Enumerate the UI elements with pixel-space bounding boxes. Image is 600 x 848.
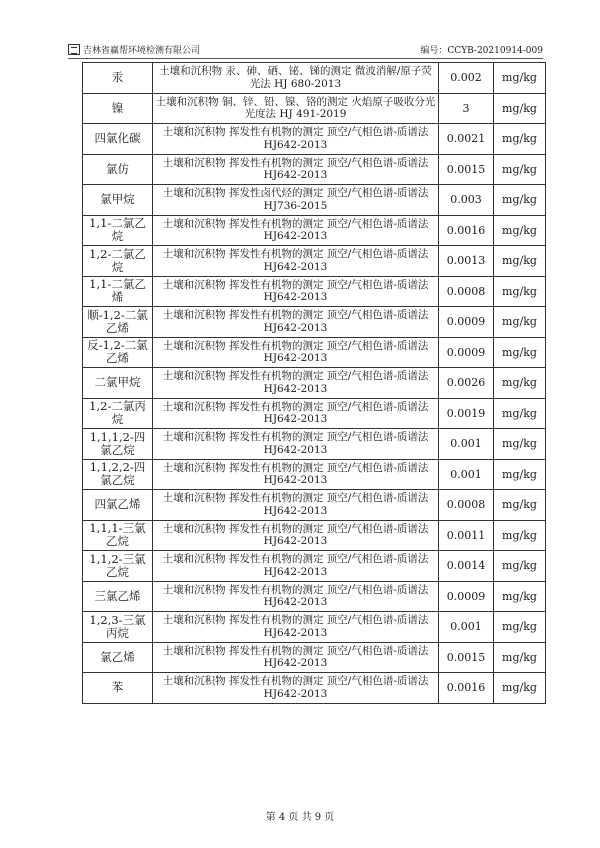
detection-limits-table	[82, 62, 546, 704]
table-row	[83, 490, 546, 521]
method-standard: 土壤和沉积物 挥发性卤代烃的测定 顶空/气相色谱-质谱法 HJ736-2015	[153, 185, 439, 216]
page-footer: 第 4 页 共 9 页	[265, 812, 335, 823]
analyte-name: 四氯化碳	[83, 124, 153, 155]
method-standard: 土壤和沉积物 挥发性有机物的测定 顶空/气相色谱-质谱法 HJ642-2013	[153, 490, 439, 521]
analyte-name: 1,2-二氯丙烷	[83, 398, 153, 429]
analyte-name: 1,1-二氯乙烷	[83, 215, 153, 246]
analyte-name: 顺-1,2-二氯乙烯	[83, 307, 153, 338]
table-row	[83, 124, 546, 155]
unit: mg/kg	[494, 673, 546, 704]
table-row	[83, 215, 546, 246]
page-header	[68, 40, 543, 58]
header-divider	[68, 58, 543, 59]
company-name: 吉林省赢帮环境检测有限公司	[83, 45, 201, 56]
detection-limit: 0.002	[439, 63, 494, 94]
table-row	[83, 459, 546, 490]
analyte-name: 镍	[83, 93, 153, 124]
method-standard: 土壤和沉积物 挥发性有机物的测定 顶空/气相色谱-质谱法 HJ642-2013	[153, 429, 439, 460]
table-row	[83, 398, 546, 429]
table-row	[83, 93, 546, 124]
company-block	[68, 43, 200, 56]
unit: mg/kg	[494, 215, 546, 246]
method-standard: 土壤和沉积物 挥发性有机物的测定 顶空/气相色谱-质谱法 HJ642-2013	[153, 307, 439, 338]
table-row	[83, 154, 546, 185]
detection-limit: 3	[439, 93, 494, 124]
table-row	[83, 337, 546, 368]
table-row	[83, 246, 546, 277]
method-standard: 土壤和沉积物 挥发性有机物的测定 顶空/气相色谱-质谱法 HJ642-2013	[153, 520, 439, 551]
detection-limit: 0.001	[439, 429, 494, 460]
unit: mg/kg	[494, 154, 546, 185]
method-standard: 土壤和沉积物 挥发性有机物的测定 顶空/气相色谱-质谱法 HJ642-2013	[153, 398, 439, 429]
unit: mg/kg	[494, 63, 546, 94]
table-row	[83, 673, 546, 704]
detection-limit: 0.001	[439, 612, 494, 643]
table-row	[83, 307, 546, 338]
analyte-name: 1,2-二氯乙烷	[83, 246, 153, 277]
unit: mg/kg	[494, 581, 546, 612]
table-row	[83, 642, 546, 673]
table-row	[83, 612, 546, 643]
unit: mg/kg	[494, 93, 546, 124]
analyte-name: 四氯乙烯	[83, 490, 153, 521]
analyte-name: 1,1-二氯乙烯	[83, 276, 153, 307]
doc-no-label: 编号：	[420, 45, 448, 56]
method-standard: 土壤和沉积物 挥发性有机物的测定 顶空/气相色谱-质谱法 HJ642-2013	[153, 337, 439, 368]
detection-limit: 0.0015	[439, 642, 494, 673]
detection-limit: 0.003	[439, 185, 494, 216]
analyte-name: 1,1,2,2-四氯乙烷	[83, 459, 153, 490]
detection-limit: 0.001	[439, 459, 494, 490]
unit: mg/kg	[494, 246, 546, 277]
detection-limit: 0.0009	[439, 581, 494, 612]
method-standard: 土壤和沉积物 挥发性有机物的测定 顶空/气相色谱-质谱法 HJ642-2013	[153, 215, 439, 246]
table-row	[83, 429, 546, 460]
method-standard: 土壤和沉积物 挥发性有机物的测定 顶空/气相色谱-质谱法 HJ642-2013	[153, 154, 439, 185]
method-standard: 土壤和沉积物 挥发性有机物的测定 顶空/气相色谱-质谱法 HJ642-2013	[153, 673, 439, 704]
unit: mg/kg	[494, 490, 546, 521]
method-standard: 土壤和沉积物 挥发性有机物的测定 顶空/气相色谱-质谱法 HJ642-2013	[153, 368, 439, 399]
unit: mg/kg	[494, 429, 546, 460]
detection-limit: 0.0026	[439, 368, 494, 399]
detection-limit: 0.0016	[439, 673, 494, 704]
unit: mg/kg	[494, 124, 546, 155]
analyte-name: 1,1,2-三氯乙烷	[83, 551, 153, 582]
doc-no-value: CCYB-20210914-009	[447, 45, 543, 56]
detection-limit: 0.0016	[439, 215, 494, 246]
detection-limit: 0.0015	[439, 154, 494, 185]
detection-limit: 0.0019	[439, 398, 494, 429]
table-row	[83, 368, 546, 399]
unit: mg/kg	[494, 520, 546, 551]
unit: mg/kg	[494, 307, 546, 338]
detection-limit: 0.0013	[439, 246, 494, 277]
analyte-name: 苯	[83, 673, 153, 704]
detection-limit: 0.0008	[439, 276, 494, 307]
unit: mg/kg	[494, 337, 546, 368]
table-row	[83, 581, 546, 612]
unit: mg/kg	[494, 368, 546, 399]
analyte-name: 汞	[83, 63, 153, 94]
company-logo-icon	[68, 44, 80, 55]
method-standard: 土壤和沉积物 挥发性有机物的测定 顶空/气相色谱-质谱法 HJ642-2013	[153, 246, 439, 277]
unit: mg/kg	[494, 612, 546, 643]
analyte-name: 氯乙烯	[83, 642, 153, 673]
analyte-name: 1,1,1-三氯乙烷	[83, 520, 153, 551]
detection-limit: 0.0009	[439, 307, 494, 338]
detection-limit: 0.0021	[439, 124, 494, 155]
method-standard: 土壤和沉积物 铜、锌、铅、镍、铬的测定 火焰原子吸收分光光度法 HJ 491-2019	[153, 93, 439, 124]
method-standard: 土壤和沉积物 挥发性有机物的测定 顶空/气相色谱-质谱法 HJ642-2013	[153, 459, 439, 490]
analyte-name: 三氯乙烯	[83, 581, 153, 612]
table-body	[83, 63, 546, 704]
detection-limit: 0.0014	[439, 551, 494, 582]
analyte-name: 二氯甲烷	[83, 368, 153, 399]
analyte-name: 1,1,1,2-四氯乙烷	[83, 429, 153, 460]
unit: mg/kg	[494, 185, 546, 216]
analyte-name: 1,2,3-三氯丙烷	[83, 612, 153, 643]
table-row	[83, 551, 546, 582]
analyte-name: 氯仿	[83, 154, 153, 185]
detection-limit: 0.0008	[439, 490, 494, 521]
analyte-name: 反-1,2-二氯乙烯	[83, 337, 153, 368]
table-row	[83, 520, 546, 551]
unit: mg/kg	[494, 398, 546, 429]
table-row	[83, 185, 546, 216]
method-standard: 土壤和沉积物 挥发性有机物的测定 顶空/气相色谱-质谱法 HJ642-2013	[153, 124, 439, 155]
unit: mg/kg	[494, 276, 546, 307]
method-standard: 土壤和沉积物 挥发性有机物的测定 顶空/气相色谱-质谱法 HJ642-2013	[153, 581, 439, 612]
unit: mg/kg	[494, 459, 546, 490]
method-standard: 土壤和沉积物 汞、砷、硒、铋、锑的测定 微波消解/原子荧光法 HJ 680-2013	[153, 63, 439, 94]
analyte-name: 氯甲烷	[83, 185, 153, 216]
method-standard: 土壤和沉积物 挥发性有机物的测定 顶空/气相色谱-质谱法 HJ642-2013	[153, 276, 439, 307]
detection-limit: 0.0009	[439, 337, 494, 368]
unit: mg/kg	[494, 551, 546, 582]
document-number	[420, 43, 543, 56]
method-standard: 土壤和沉积物 挥发性有机物的测定 顶空/气相色谱-质谱法 HJ642-2013	[153, 551, 439, 582]
detection-limit: 0.0011	[439, 520, 494, 551]
table-row	[83, 276, 546, 307]
table-row	[83, 63, 546, 94]
method-standard: 土壤和沉积物 挥发性有机物的测定 顶空/气相色谱-质谱法 HJ642-2013	[153, 642, 439, 673]
unit: mg/kg	[494, 642, 546, 673]
method-standard: 土壤和沉积物 挥发性有机物的测定 顶空/气相色谱-质谱法 HJ642-2013	[153, 612, 439, 643]
